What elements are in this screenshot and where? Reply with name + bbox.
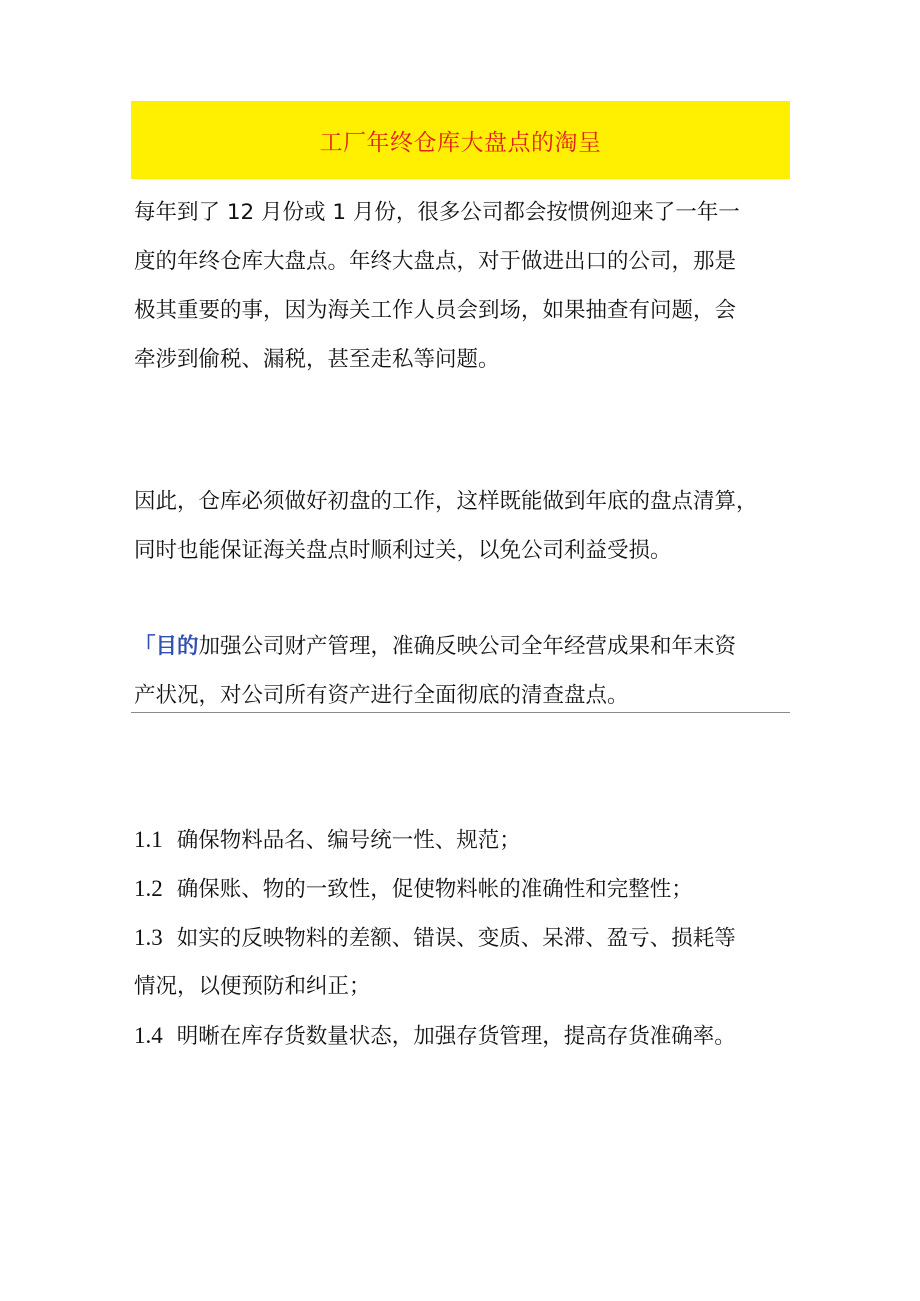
intro-paragraph [134, 188, 804, 384]
item-text: 如实的反映物料的差额、错误、变质、呆滞、盈亏、损耗等 [176, 926, 736, 951]
therefore-line: 同时也能保证海关盘点时顺利过关，以免公司利益受损。 [134, 538, 672, 563]
item-number: 1.4 [134, 1023, 163, 1048]
purpose-text: 加强公司财产管理，准确反映公司全年经营成果和年末资 [198, 634, 737, 659]
intro-line: 度的年终仓库大盘点。年终大盘点，对于做进出口的公司，那是 [134, 249, 737, 274]
list-item [134, 864, 804, 913]
item-number: 1.2 [134, 876, 163, 901]
intro-line: 每年到了 12 月份或 1 月份，很多公司都会按惯例迎来了一年一 [134, 200, 740, 225]
purpose-paragraph [134, 622, 804, 720]
document-title: 工厂年终仓库大盘点的淘呈 [319, 129, 602, 156]
item-number: 1.3 [134, 925, 163, 950]
intro-line: 极其重要的事，因为海关工作人员会到场，如果抽查有问题，会 [134, 298, 737, 323]
purpose-label: 「目的 [134, 634, 199, 659]
list-item-continuation: 情况，以便预防和纠正； [134, 974, 371, 999]
item-text: 确保物料品名、编号统一性、规范； [176, 828, 521, 853]
list-item [134, 913, 804, 962]
list-item [134, 1011, 804, 1060]
purpose-line: 产状况，对公司所有资产进行全面彻底的清查盘点。 [134, 683, 629, 708]
item-text: 明晰在库存货数量状态，加强存货管理，提高存货准确率。 [176, 1024, 736, 1049]
title-banner [131, 101, 790, 179]
item-number: 1.1 [134, 827, 163, 852]
purpose-line [134, 622, 804, 671]
list-item [134, 815, 804, 864]
therefore-line: 因此，仓库必须做好初盘的工作，这样既能做到年底的盘点清算， [134, 489, 758, 514]
therefore-paragraph [134, 477, 804, 575]
item-text: 确保账、物的一致性，促使物料帐的准确性和完整性； [176, 877, 693, 902]
intro-line: 牵涉到偷税、漏税，甚至走私等问题。 [134, 347, 500, 372]
section-divider [131, 712, 790, 713]
objectives-list [134, 815, 804, 1060]
